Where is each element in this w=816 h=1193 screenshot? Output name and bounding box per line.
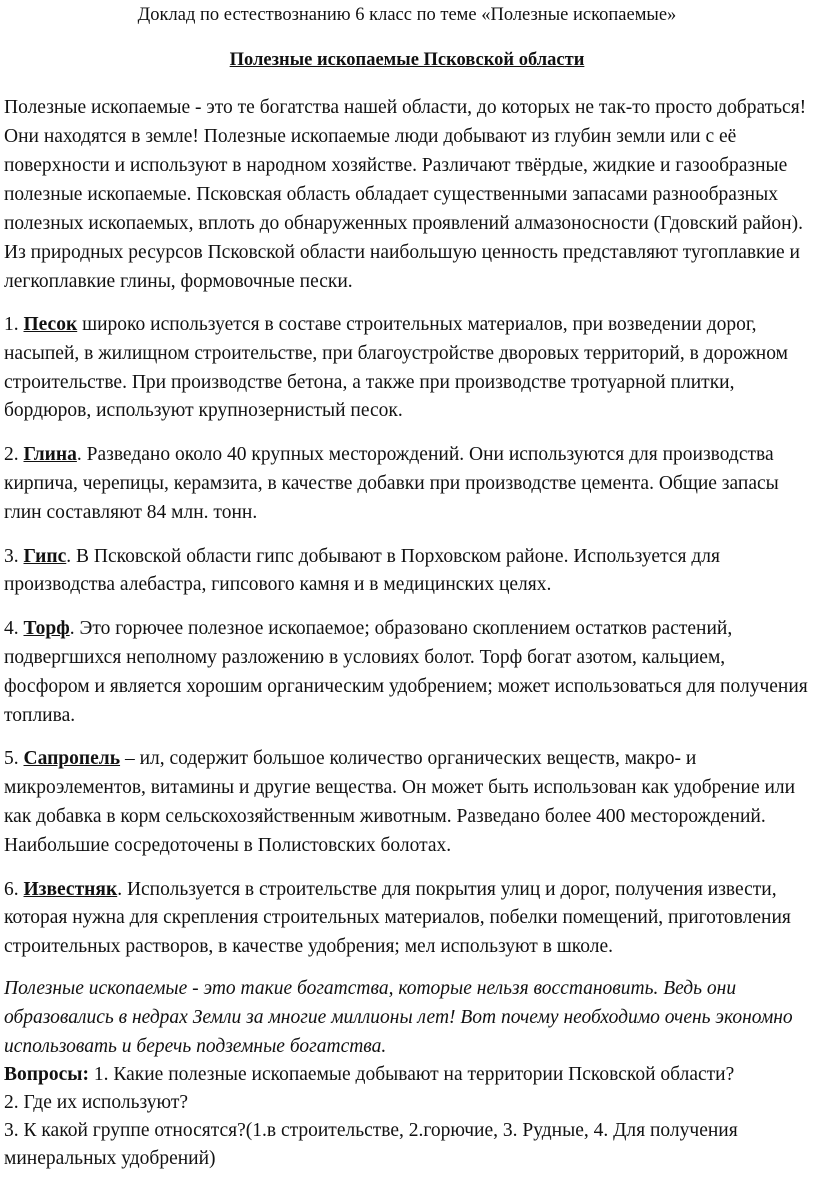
item-number: 6. xyxy=(4,878,24,900)
document-header: Доклад по естествознанию 6 класс по теме «Полезные ископаемые» xyxy=(137,5,677,25)
item-heading: Глина xyxy=(23,444,77,466)
item-heading: Известняк xyxy=(23,878,118,900)
item-text: . В Псковской области гипс добывают в Порховском районе. Используется для производства алебастра, гипсового камня и в медицинских целях. xyxy=(4,545,720,596)
item-gypsum xyxy=(4,543,810,601)
item-text: . Используется в строительстве для покрытия улиц и дорог, получения извести, которая нужна для скрепления строительных материалов, побелки помещений, приготовления строительных растворов, в качестве удобрения; мел используют в школе. xyxy=(4,878,791,958)
item-text: – ил, содержит большое количество органических веществ, макро- и микроэлементов, витамины и другие вещества. Он может быть использован как удобрение или как добавка в корм сельскохозяйственным животным. Разведано более 400 месторождений. Наибольшие сосредоточены в Полистовских болотах. xyxy=(4,748,796,856)
item-clay xyxy=(4,441,810,527)
question-line-1 xyxy=(4,1061,810,1089)
item-text: широко используется в составе строительных материалов, при возведении дорог, насыпей, в жилищном строительстве, при благоустройстве дворовых территорий, в дорожном строительстве. При производстве бетона, а также при производстве тротуарной плитки, бордюров, используют крупнозернистый песок. xyxy=(4,314,788,422)
question-2: 2. Где их используют? xyxy=(4,1092,188,1114)
item-sand xyxy=(4,311,810,426)
item-number: 1. xyxy=(4,314,24,335)
item-text: . Это горючее полезное ископаемое; образовано скоплением остатков растений, подвергшихся неполному разложению в условиях болот. Торф богат азотом, кальцием, фосфором и является хорошим органическим удобрением; может использоваться для получения топлива. xyxy=(4,618,808,726)
item-number: 2. xyxy=(4,444,24,466)
question-1: 1. Какие полезные ископаемые добывают на территории Псковской области? xyxy=(88,1064,735,1086)
item-number: 3. xyxy=(4,545,24,567)
item-limestone xyxy=(4,876,810,962)
questions-label: Вопросы: xyxy=(4,1064,89,1086)
intro-paragraph: Полезные ископаемые - это те богатства нашей области, до которых не так-то просто добраться! Они находятся в земле! Полезные ископаемые люди добывают из глубин земли или с её поверхности и используют в народном хозяйстве. Различают твёрдые, жидкие и газообразные полезные ископаемые. Псковская область обладает существенными запасами разнообразных полезных ископаемых, вплоть до обнаруженных проявлений алмазоносности (Гдовский район). Из природных ресурсов Псковской области наибольшую ценность представляют тугоплавкие и легкоплавкие глины, формовочные пески. xyxy=(4,97,807,292)
italic-note: Полезные ископаемые - это такие богатства, которые нельзя восстановить. Ведь они образовались в недрах Земли за многие миллионы лет! Вот почему необходимо очень экономно использовать и беречь подземные богатства. xyxy=(4,977,793,1057)
question-3: 3. К какой группе относятся?(1.в строительстве, 2.горючие, 3. Рудные, 4. Для получения минеральных удобрений) xyxy=(4,1120,738,1170)
item-heading: Торф xyxy=(23,618,70,640)
item-sapropel xyxy=(4,745,810,860)
item-number: 4. xyxy=(4,618,24,640)
item-peat xyxy=(4,615,810,730)
item-heading: Сапропель xyxy=(23,748,121,770)
item-text: . Разведано около 40 крупных месторождений. Они используются для производства кирпича, черепицы, керамзита, в качестве добавки при производстве цемента. Общие запасы глин составляют 84 млн. тонн. xyxy=(4,444,779,523)
questions-block xyxy=(4,1061,810,1173)
item-number: 5. xyxy=(4,748,24,770)
item-heading: Песок xyxy=(23,314,78,335)
item-heading: Гипс xyxy=(23,545,67,567)
document-title: Полезные ископаемые Псковской области xyxy=(229,50,585,70)
